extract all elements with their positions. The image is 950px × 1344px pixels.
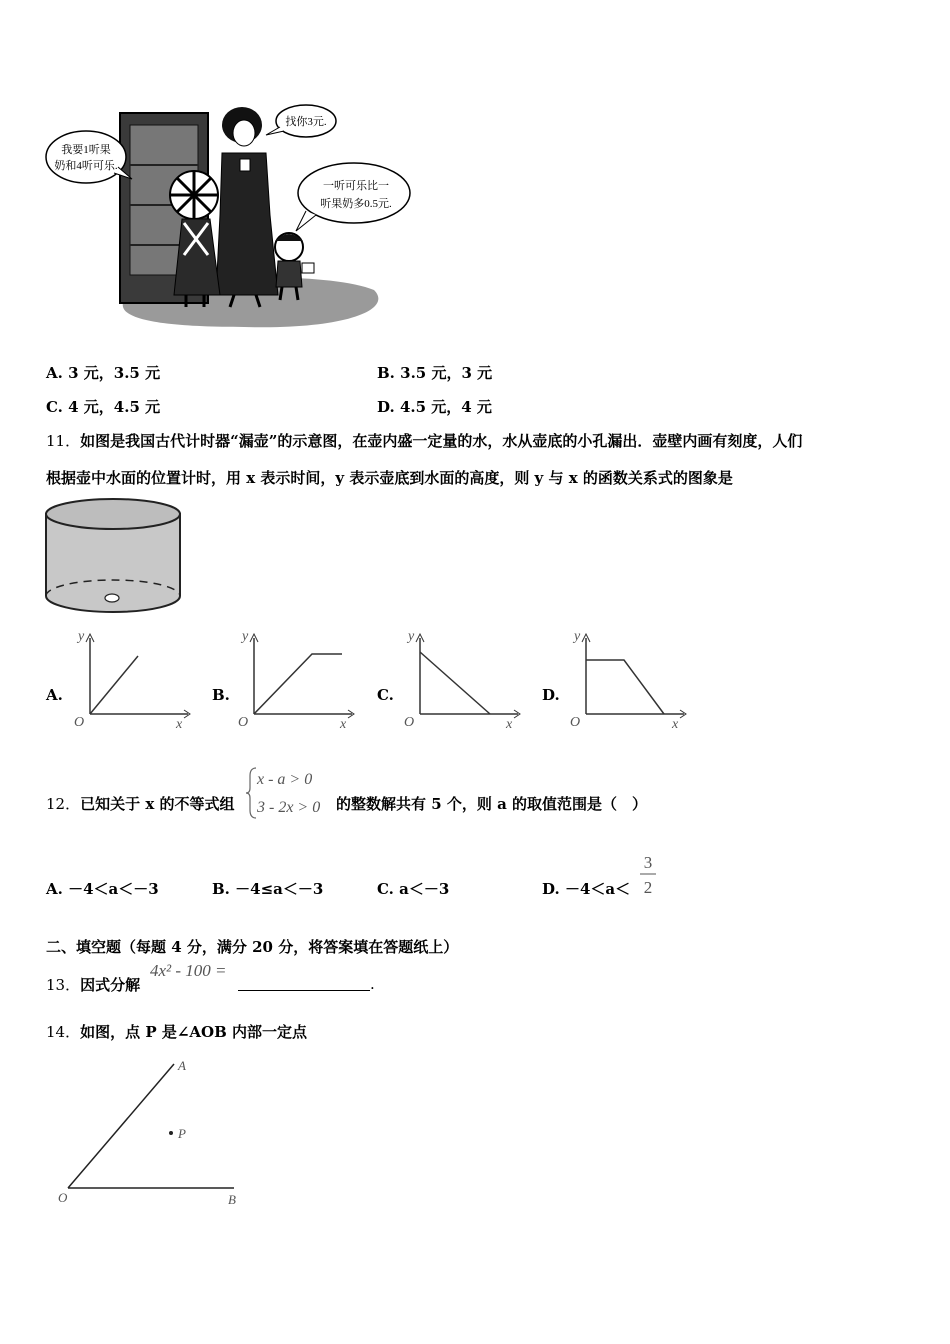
q14-number: 14． [46, 1023, 81, 1041]
q10-option-d-letter: D. [377, 398, 395, 416]
graph-a-y-label: y [78, 629, 85, 644]
q12-option-d[interactable] [542, 878, 630, 899]
q10-option-d-text: 4.5 元，4 元 [399, 398, 492, 416]
q10-option-c-letter: C. [46, 398, 63, 416]
q12-ineq1: x - a > 0 [257, 771, 313, 788]
ray-oa [68, 1064, 174, 1188]
graph-d-x-label: x [672, 717, 679, 732]
label-o: O [58, 1190, 68, 1205]
q12-option-d-text: －4＜a＜ [564, 880, 631, 898]
q10-option-b-letter: B. [377, 364, 395, 382]
point-p [169, 1131, 173, 1135]
q12-stem-end [336, 793, 647, 814]
water-clock-cylinder [42, 496, 184, 620]
angle-aob-diagram [52, 1054, 252, 1210]
q11-stem-line1 [46, 430, 802, 451]
q12-ineq2: 3 - 2x > 0 [257, 799, 321, 816]
label-p: P [178, 1126, 186, 1141]
graph-c-x-label: x [506, 717, 513, 732]
q11-option-a-label[interactable]: A. [46, 686, 63, 704]
q11-option-b-label[interactable]: B. [212, 686, 230, 704]
q11-line1-text: 如图是我国古代计时器“漏壶”的示意图，在壶内盛一定量的水，水从壶底的小孔漏出．壶壁内画有刻度，人们 [80, 432, 803, 450]
q12-option-c[interactable] [377, 878, 449, 899]
q10-option-a[interactable] [46, 362, 160, 383]
speech-bubble-top [266, 105, 336, 137]
q12-option-c-text: a＜－3 [399, 880, 450, 898]
graph-d-line [586, 660, 664, 714]
bubble-right-line1: 一听可乐比一 [323, 180, 389, 192]
q10-option-a-text: 3 元，3.5 元 [68, 364, 161, 382]
q11-stem-line2 [46, 467, 733, 488]
graph-c-y-label: y [408, 629, 415, 644]
q12-option-d-letter: D. [542, 880, 560, 898]
q14-text: 如图，点 P 是∠AOB 内部一定点 [80, 1023, 307, 1041]
q12-inequality-system [246, 764, 338, 822]
q12-frac-denominator: 2 [643, 878, 653, 897]
q12-text-after: 的整数解共有 5 个，则 a 的取值范围是（ ） [336, 795, 648, 813]
shopkeeper-figure [216, 107, 278, 307]
q13-end-period: . [370, 975, 375, 993]
q11-graph-a[interactable] [70, 624, 200, 734]
q12-option-c-letter: C. [377, 880, 394, 898]
q11-option-d-label[interactable]: D. [542, 686, 560, 704]
graph-b-x-label: x [340, 717, 347, 732]
graph-b-origin-label: O [238, 715, 249, 730]
q12-stem-start [46, 793, 234, 814]
shop-cartoon-illustration [44, 95, 414, 335]
bubble-top-text: 找你3元. [285, 116, 327, 128]
section2-title [46, 936, 458, 957]
q10-option-a-letter: A. [46, 364, 63, 382]
q13-stem [46, 974, 140, 995]
bubble-left-line2: 奶和4听可乐. [54, 160, 118, 172]
bubble-left-line1: 我要1听果 [61, 144, 111, 156]
graph-b-y-label: y [242, 629, 249, 644]
graph-d-y-label: y [574, 629, 581, 644]
graph-b-line [254, 654, 342, 714]
q11-option-c-label[interactable]: C. [377, 686, 394, 704]
q14-stem [46, 1021, 307, 1042]
graph-a-line [90, 656, 138, 714]
q12-option-b-text: －4≤a＜－3 [235, 880, 324, 898]
q10-option-c-text: 4 元，4.5 元 [68, 398, 161, 416]
graph-a-x-label: x [176, 717, 183, 732]
graph-a-origin-label: O [74, 715, 85, 730]
q13-expression: 4x² - 100 = [150, 961, 227, 980]
label-b: B [228, 1192, 236, 1207]
drain-hole [105, 594, 119, 602]
q10-option-b[interactable] [377, 362, 492, 383]
graph-d-origin-label: O [570, 715, 581, 730]
label-a: A [178, 1058, 186, 1073]
q13-text: 因式分解 [80, 976, 141, 994]
q10-option-c[interactable] [46, 396, 160, 417]
graph-c-line [420, 652, 490, 714]
q11-graph-d[interactable] [566, 624, 696, 734]
q12-number: 12． [46, 795, 81, 813]
q12-option-a-text: －4＜a＜－3 [68, 880, 159, 898]
q12-option-b-letter: B. [212, 880, 230, 898]
q12-frac-numerator: 3 [643, 853, 653, 872]
bubble-right-line2: 听果奶多0.5元. [320, 198, 392, 210]
q11-graph-b[interactable] [234, 624, 364, 734]
q11-number: 11． [46, 432, 81, 450]
q12-option-d-fraction [638, 850, 658, 900]
q12-option-a[interactable] [46, 878, 159, 899]
q13-answer-blank[interactable] [238, 974, 375, 993]
graph-c-origin-label: O [404, 715, 415, 730]
section2-title-text: 二、填空题（每题 4 分，满分 20 分，将答案填在答题纸上） [46, 938, 459, 956]
q12-option-b[interactable] [212, 878, 323, 899]
q10-option-b-text: 3.5 元，3 元 [400, 364, 493, 382]
q10-option-d[interactable] [377, 396, 492, 417]
q13-number: 13． [46, 976, 81, 994]
q12-text-before: 已知关于 x 的不等式组 [80, 795, 235, 813]
q12-option-a-letter: A. [46, 880, 63, 898]
q11-line2-text: 根据壶中水面的位置计时，用 x 表示时间，y 表示壶底到水面的高度，则 y 与 x 的函数关系式的图象是 [46, 469, 733, 487]
q11-graph-c[interactable] [400, 624, 530, 734]
speech-bubble-right [296, 163, 410, 231]
